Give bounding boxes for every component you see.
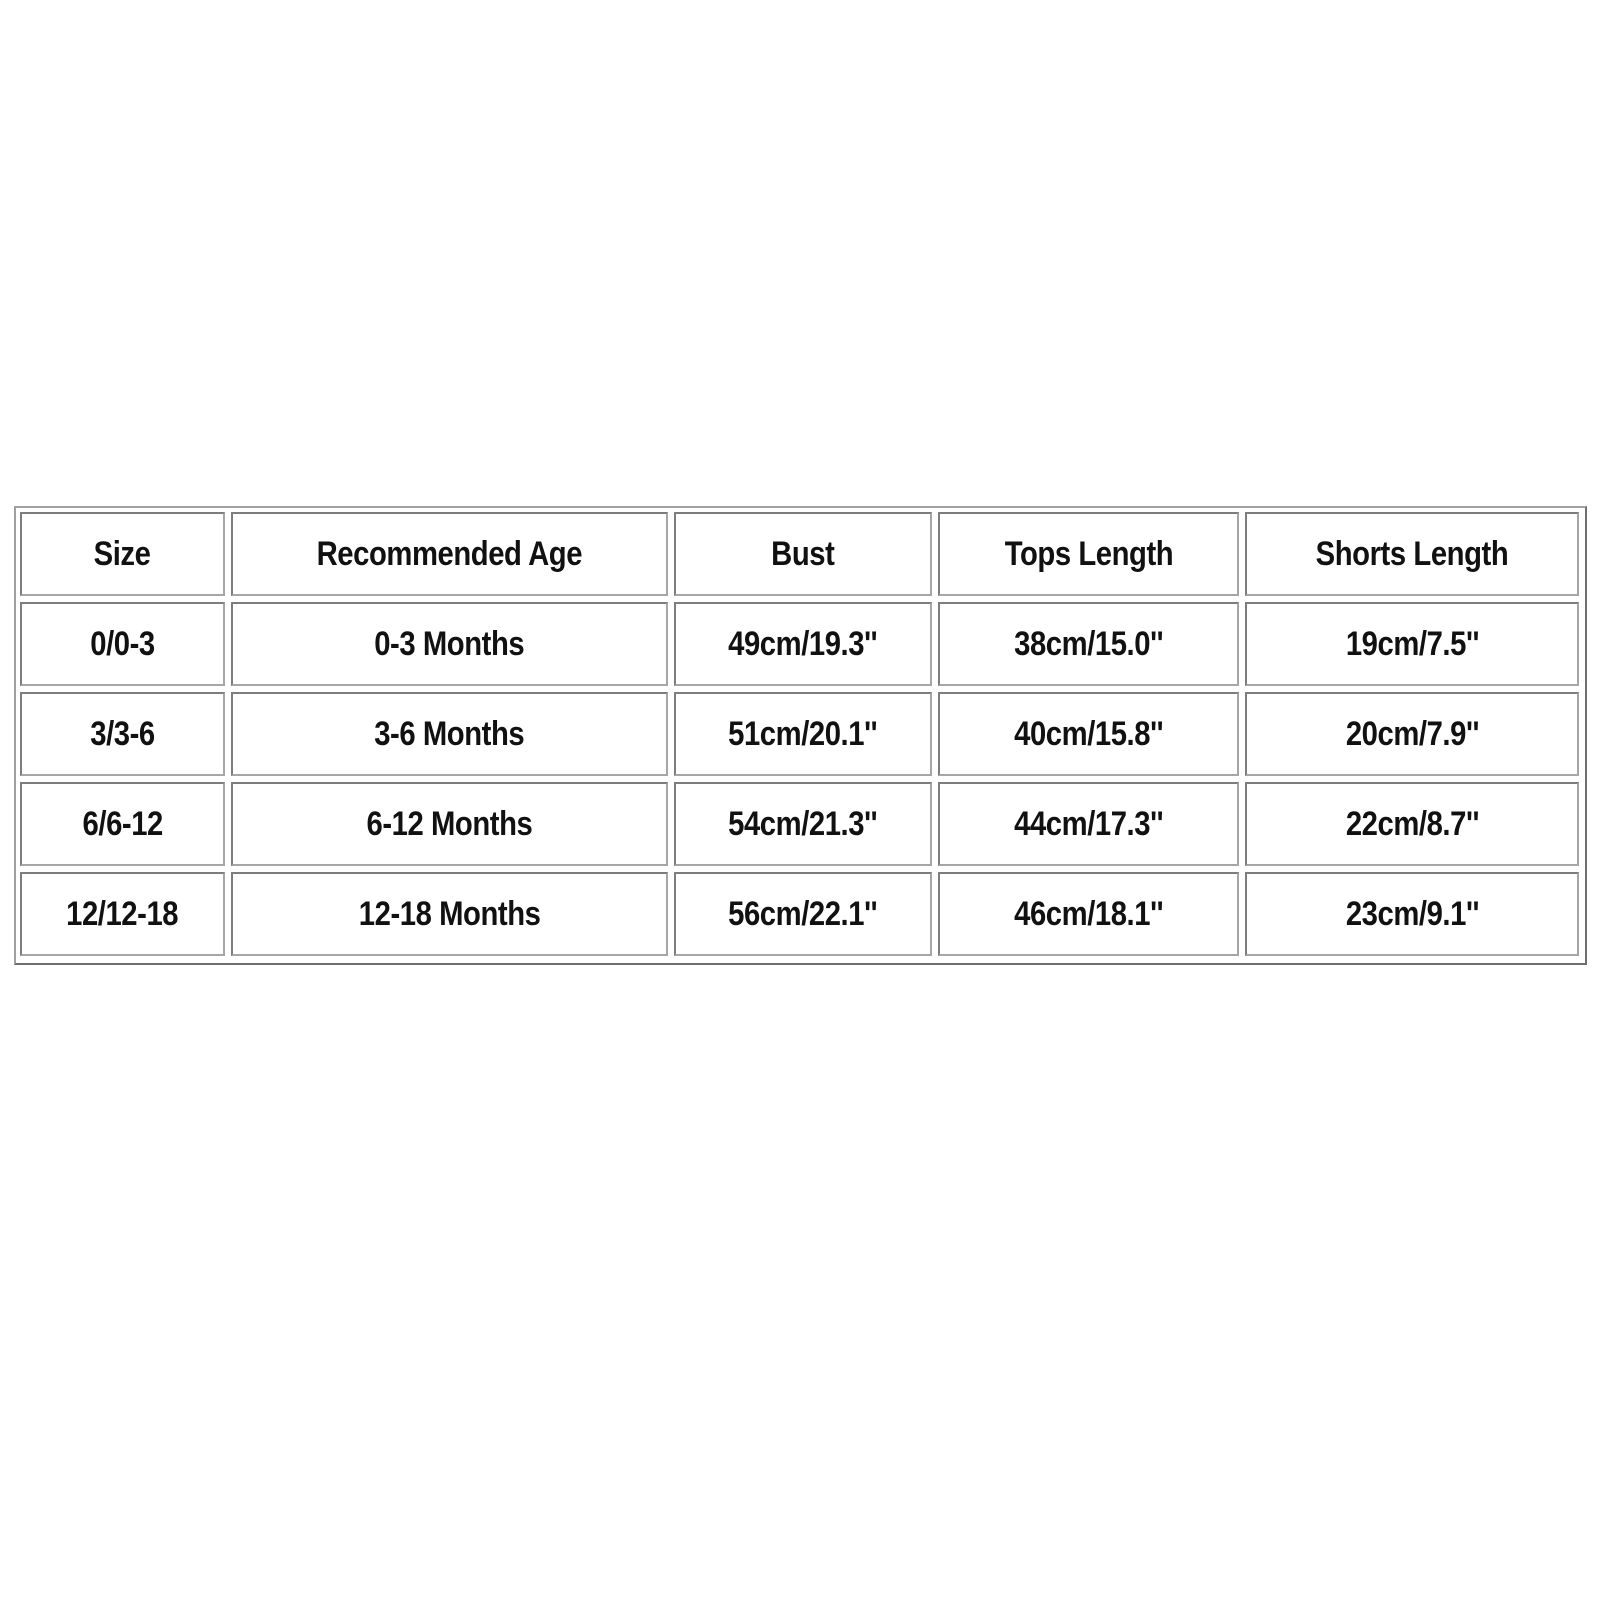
table-cell-size: 12/12-18 (20, 872, 225, 956)
table-cell-tops-length: 38cm/15.0'' (938, 602, 1239, 686)
table-row (20, 872, 1579, 956)
table-cell-bust: 51cm/20.1'' (674, 692, 932, 776)
table-cell-bust: 56cm/22.1'' (674, 872, 932, 956)
table-cell-tops-length: 46cm/18.1'' (938, 872, 1239, 956)
table-cell-shorts-length: 23cm/9.1'' (1245, 872, 1579, 956)
table-cell-bust: 54cm/21.3'' (674, 782, 932, 866)
table-cell-tops-length: 40cm/15.8'' (938, 692, 1239, 776)
table-row (20, 782, 1579, 866)
header-cell-tops-length: Tops Length (938, 512, 1239, 596)
header-cell-recommended-age: Recommended Age (231, 512, 668, 596)
table-cell-recommended-age: 6-12 Months (231, 782, 668, 866)
table-cell-shorts-length: 22cm/8.7'' (1245, 782, 1579, 866)
table-cell-recommended-age: 12-18 Months (231, 872, 668, 956)
header-cell-size: Size (20, 512, 225, 596)
table-cell-recommended-age: 0-3 Months (231, 602, 668, 686)
table-cell-tops-length: 44cm/17.3'' (938, 782, 1239, 866)
table-cell-shorts-length: 20cm/7.9'' (1245, 692, 1579, 776)
size-chart-table (14, 506, 1585, 962)
header-cell-shorts-length: Shorts Length (1245, 512, 1579, 596)
table-row (20, 602, 1579, 686)
table-row (20, 692, 1579, 776)
table-cell-bust: 49cm/19.3'' (674, 602, 932, 686)
header-cell-bust: Bust (674, 512, 932, 596)
size-chart (14, 506, 1587, 965)
table-cell-size: 0/0-3 (20, 602, 225, 686)
table-cell-size: 6/6-12 (20, 782, 225, 866)
table-cell-recommended-age: 3-6 Months (231, 692, 668, 776)
table-cell-shorts-length: 19cm/7.5'' (1245, 602, 1579, 686)
table-cell-size: 3/3-6 (20, 692, 225, 776)
header-row (20, 512, 1579, 596)
